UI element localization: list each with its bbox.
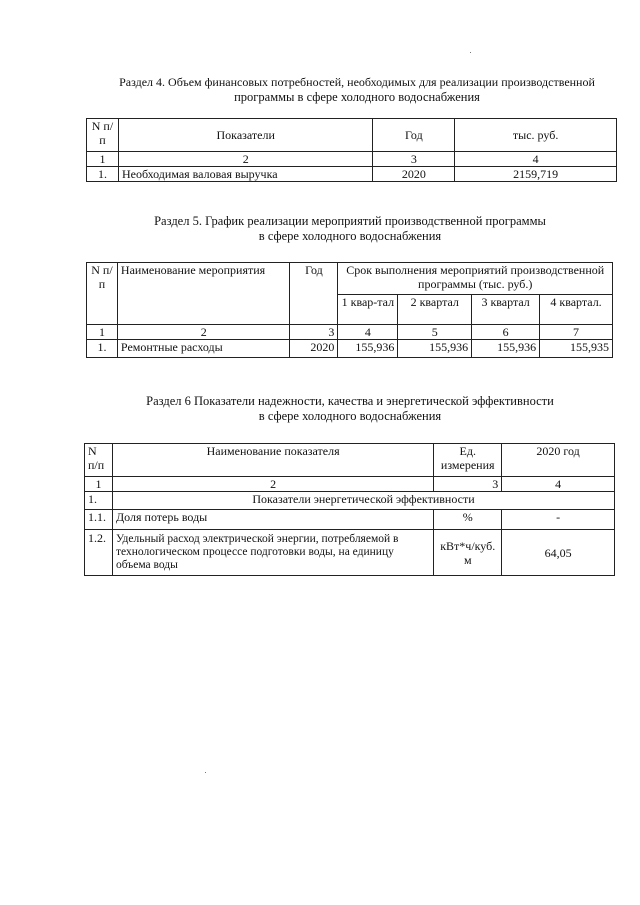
section6-table xyxy=(84,443,615,576)
header-quarter-3: 3 квартал xyxy=(472,295,540,325)
table-group-row xyxy=(85,492,615,510)
row-num: 1.1. xyxy=(85,510,113,530)
header-num: N п/п xyxy=(87,263,118,325)
row-year: 2020 xyxy=(290,340,338,358)
header-period: Срок выполнения мероприятий производственной программы (тыс. руб.) xyxy=(338,263,613,295)
table-row xyxy=(87,340,613,358)
section4-table xyxy=(86,118,617,182)
table-row xyxy=(85,530,615,576)
row-q4: 155,935 xyxy=(540,340,613,358)
num-cell: 4 xyxy=(502,477,615,492)
table-header-row xyxy=(87,263,613,295)
table-row xyxy=(87,325,613,340)
num-cell: 4 xyxy=(455,152,617,167)
header-quarter-1: 1 квар-тал xyxy=(338,295,398,325)
row-year: 2020 xyxy=(373,167,455,182)
num-cell: 1 xyxy=(87,325,118,340)
section6-title-line1: Раздел 6 Показатели надежности, качества и энергетической эффективности xyxy=(146,394,554,408)
row-name: Доля потерь воды xyxy=(112,510,433,530)
section5-title-line2: в сфере холодного водоснабжения xyxy=(258,229,442,243)
num-cell: 2 xyxy=(117,325,290,340)
table-header-row xyxy=(85,444,615,477)
row-value: 2159,719 xyxy=(455,167,617,182)
section5-title xyxy=(100,214,600,244)
row-q3: 155,936 xyxy=(472,340,540,358)
num-cell: 1 xyxy=(87,152,119,167)
group-title: Показатели энергетической эффективности xyxy=(112,492,614,510)
section4-title-line2: программы в сфере холодного водоснабжения xyxy=(234,90,480,104)
header-num: N п/п xyxy=(85,444,113,477)
row-unit: % xyxy=(434,510,502,530)
row-value: 64,05 xyxy=(502,530,615,576)
header-quarter-4: 4 квартал. xyxy=(540,295,613,325)
row-q1: 155,936 xyxy=(338,340,398,358)
num-cell: 2 xyxy=(118,152,372,167)
section6-title-line2: в сфере холодного водоснабжения xyxy=(258,409,442,423)
header-quarter-2: 2 квартал xyxy=(398,295,472,325)
header-indicator-name: Наименование показателя xyxy=(112,444,433,477)
row-num: 1. xyxy=(87,340,118,358)
header-year: 2020 год xyxy=(502,444,615,477)
header-year: Год xyxy=(373,119,455,152)
num-cell: 3 xyxy=(290,325,338,340)
num-cell: 1 xyxy=(85,477,113,492)
num-cell: 2 xyxy=(112,477,433,492)
section6-title xyxy=(90,394,610,424)
header-indicators: Показатели xyxy=(118,119,372,152)
table-header-row xyxy=(87,119,617,152)
section5-table xyxy=(86,262,613,358)
num-cell: 5 xyxy=(398,325,472,340)
table-row xyxy=(85,510,615,530)
header-num: N п/п xyxy=(87,119,119,152)
num-cell: 7 xyxy=(540,325,613,340)
header-year: Год xyxy=(290,263,338,325)
num-cell: 4 xyxy=(338,325,398,340)
scan-speck xyxy=(470,52,471,53)
num-cell: 6 xyxy=(472,325,540,340)
table-row xyxy=(87,167,617,182)
header-activity-name: Наименование мероприятия xyxy=(117,263,290,325)
num-cell: 3 xyxy=(373,152,455,167)
row-unit: кВт*ч/куб. м xyxy=(434,530,502,576)
row-name: Удельный расход электрической энергии, потребляемой в технологическом процессе подготовки воды, на единицу объема воды xyxy=(112,530,433,576)
row-name: Необходимая валовая выручка xyxy=(118,167,372,182)
group-num: 1. xyxy=(85,492,113,510)
header-thousand-rub: тыс. руб. xyxy=(455,119,617,152)
row-num: 1. xyxy=(87,167,119,182)
section4-title xyxy=(92,75,622,105)
header-unit: Ед. измерения xyxy=(434,444,502,477)
num-cell: 3 xyxy=(434,477,502,492)
section5-title-line1: Раздел 5. График реализации мероприятий производственной программы xyxy=(154,214,546,228)
table-row xyxy=(85,477,615,492)
row-name: Ремонтные расходы xyxy=(117,340,290,358)
row-value: - xyxy=(502,510,615,530)
row-q2: 155,936 xyxy=(398,340,472,358)
row-num: 1.2. xyxy=(85,530,113,576)
scan-speck xyxy=(205,772,206,773)
section4-title-line1: Раздел 4. Объем финансовых потребностей, необходимых для реализации производственной xyxy=(119,75,595,89)
table-row xyxy=(87,152,617,167)
